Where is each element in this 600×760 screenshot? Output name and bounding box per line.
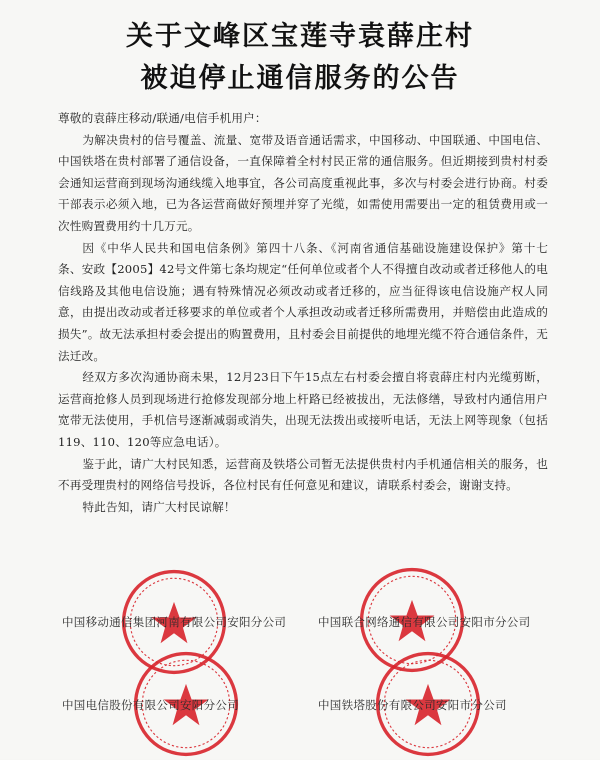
- notice-title-line2: 被迫停止通信服务的公告: [140, 63, 460, 94]
- paragraph-notice: 鉴于此，请广大村民知悉，运营商及铁塔公司暂无法提供贵村内手机通信相关的服务，也不再受理贵村的网络信号投诉，各位村民有任何意见和建议，请联系村委会，谢谢支持。: [58, 456, 548, 493]
- greeting: 尊敬的袁薛庄移动/联通/电信手机用户：: [58, 111, 267, 125]
- paragraph-background: 为解决贵村的信号覆盖、流量、宽带及语音通话需求，中国移动、中国联通、中国电信、中国铁塔在贵村部署了通信设备，一直保障着全村村民正常的通信服务。但近期接到贵村村委会通知运营商到现场沟通线缆入地事宜，各公司高度重视此事，多次与村委会进行协商。村委干部表示必须入地，已为各运营商做好预埋并穿了光缆，如需使用需要出一定的租赁费用或一次性购置费用约十几万元。: [58, 132, 548, 233]
- notice-title-line1: 关于文峰区宝莲寺袁薛庄村: [126, 21, 474, 52]
- company-china-tower: 中国铁塔股份有限公司安阳市分公司: [318, 698, 507, 712]
- paragraph-incident: 经双方多次沟通协商未果，12月23日下午15点左右村委会擅自将袁薛庄村内光缆剪断，运营商抢修人员到现场进行抢修发现部分地上杆路已经被拔出，无法修缮，导致村内通信用户宽带无法使用，手机信号逐渐减弱或消失，出现无法拨出或接听电话，无法上网等现象（包括119、110、120等应急电话）。: [58, 370, 548, 449]
- company-china-mobile: 中国移动通信集团河南有限公司安阳分公司: [62, 615, 287, 629]
- paragraph-legal-basis: 因《中华人民共和国电信条例》第四十八条、《河南省通信基础设施建设保护》第十七条、安政【2005】42号文件第七条均规定“任何单位或者个人不得擅自改动或者迁移他人的电信线路及其他电信设施；遇有特殊情况必须改动或者迁移的，应当征得该电信设施产权人同意，由提出改动或者迁移要求的单位或者个人承担改动或者迁移所需费用，并赔偿由此造成的损失”。故无法承担村委会提出的购置费用，且村委会目前提供的地埋光缆不符合通信条件，无法迁改。: [58, 240, 548, 363]
- company-china-unicom: 中国联合网络通信有限公司安阳市分公司: [318, 615, 531, 629]
- paragraph-closing: 特此告知，请广大村民谅解！: [82, 499, 236, 514]
- notice-body: [58, 108, 548, 518]
- company-china-telecom: 中国电信股份有限公司安阳分公司: [62, 698, 239, 712]
